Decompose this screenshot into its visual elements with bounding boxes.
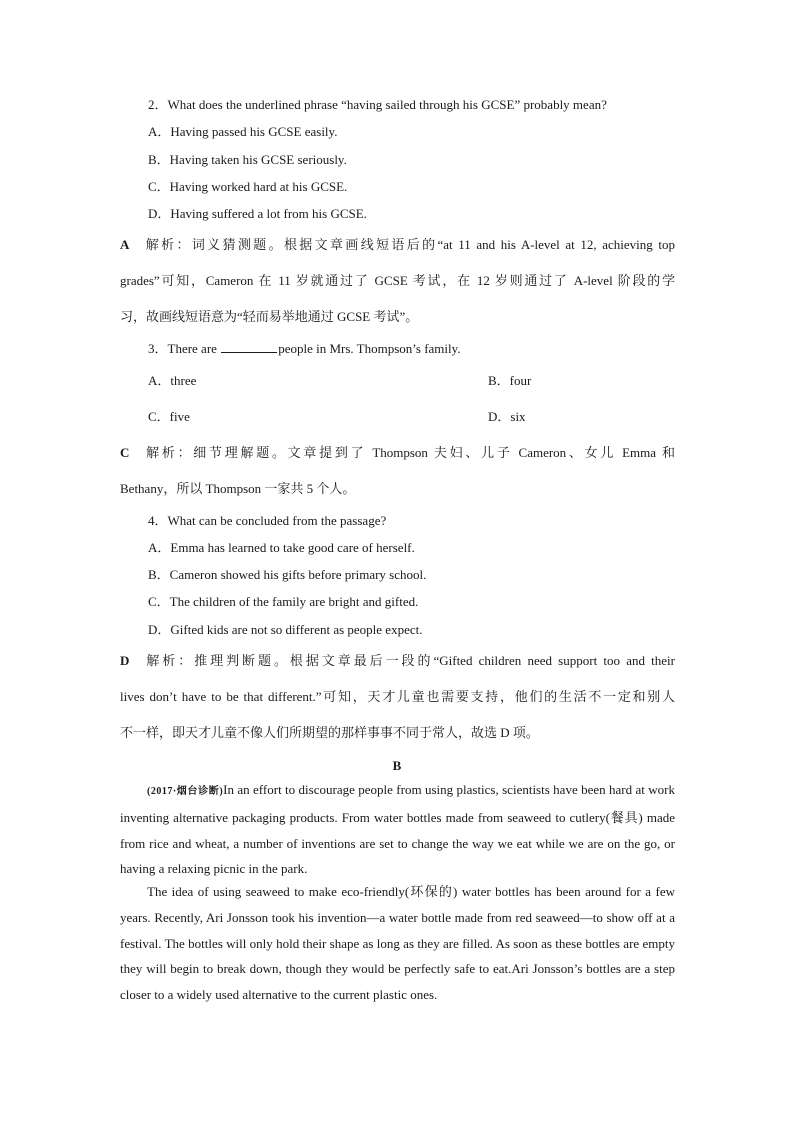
question-4-option-c: C．The children of the family are bright and gifted. bbox=[148, 594, 419, 609]
question-3-stem-before: 3．There are bbox=[148, 341, 221, 356]
question-4-stem: 4．What can be concluded from the passage? bbox=[148, 513, 387, 528]
question-2-answer-letter: A bbox=[120, 237, 130, 252]
question-3-option-b: B．four bbox=[488, 373, 532, 388]
section-b-paragraph-2: The idea of using seaweed to make eco-friendly(环保的) water bottles has been around for a few years. Recently, Ari Jonsson took his invention—a water bottle made from red seaweed—to show off at a festival. The bottles will only hold their shape as long as they are filled. As soon as these bottles are empty they will begin to break down, though they would be perfectly safe to eat.Ari Jonsson’s bottles are a step closer to a widely used alternative to the current plastic ones. bbox=[120, 884, 675, 1003]
question-4-option-b: B．Cameron showed his gifts before primary school. bbox=[148, 567, 427, 582]
question-2-explanation-2: grades”可知，Cameron 在 11 岁就通过了 GCSE 考试，在 12 岁则通过了 A-level 阶段的学 bbox=[120, 273, 675, 288]
paragraph-1-text: In an effort to discourage people from using plastics, scientists have been hard at work inventing alternative packaging products. From water bottles made from seaweed to cutlery(餐具) made from rice and wheat, a number of inventions are set to change the way we eat while we are on the go, or having a relaxing picnic in the park. bbox=[120, 782, 675, 877]
question-3-option-d: D．six bbox=[488, 409, 526, 424]
section-b-title: B bbox=[392, 758, 402, 773]
question-2-stem: 2．What does the underlined phrase “having sailed through his GCSE” probably mean? bbox=[148, 97, 607, 112]
section-b-paragraph-1 bbox=[120, 777, 675, 882]
question-2-option-b: B．Having taken his GCSE seriously. bbox=[148, 152, 347, 167]
question-3-option-a: A．three bbox=[148, 373, 197, 388]
question-3-stem-after: people in Mrs. Thompson’s family. bbox=[278, 341, 461, 356]
question-2-option-d: D．Having suffered a lot from his GCSE. bbox=[148, 206, 367, 221]
question-4-option-a: A．Emma has learned to take good care of herself. bbox=[148, 540, 415, 555]
question-4-explanation-1: 解析：推理判断题。根据文章最后一段的“Gifted children need support too and their bbox=[143, 653, 675, 668]
question-3-answer-letter: C bbox=[120, 445, 130, 460]
question-3-explanation-1: 解析：细节理解题。文章提到了 Thompson 夫妇、儿子 Cameron、女儿 Emma 和 bbox=[143, 445, 675, 460]
answer-blank bbox=[221, 341, 277, 353]
question-4-answer-line-1 bbox=[120, 653, 675, 669]
question-3-answer-line-1 bbox=[120, 445, 675, 461]
passage-source: (2017·烟台诊断) bbox=[147, 786, 224, 797]
question-4-option-d: D．Gifted kids are not so different as people expect. bbox=[148, 622, 423, 637]
question-3-stem bbox=[148, 341, 461, 357]
question-2-explanation-3: 习，故画线短语意为“轻而易举地通过 GCSE 考试”。 bbox=[120, 309, 419, 324]
question-2-option-a: A．Having passed his GCSE easily. bbox=[148, 124, 338, 139]
question-2-option-c: C．Having worked hard at his GCSE. bbox=[148, 179, 348, 194]
question-3-option-c: C．five bbox=[148, 409, 190, 424]
question-3-explanation-2: Bethany，所以 Thompson 一家共 5 个人。 bbox=[120, 481, 356, 496]
question-4-explanation-2: lives don’t have to be that different.”可知，天才儿童也需要支持，他们的生活不一定和别人 bbox=[120, 689, 675, 704]
question-2-explanation-1: 解析：词义猜测题。根据文章画线短语后的“at 11 and his A-level at 12, achieving top bbox=[143, 237, 675, 252]
question-4-explanation-3: 不一样，即天才儿童不像人们所期望的那样事事不同于常人，故选 D 项。 bbox=[120, 725, 539, 740]
question-2-answer-line-1 bbox=[120, 237, 675, 253]
question-4-answer-letter: D bbox=[120, 653, 130, 668]
